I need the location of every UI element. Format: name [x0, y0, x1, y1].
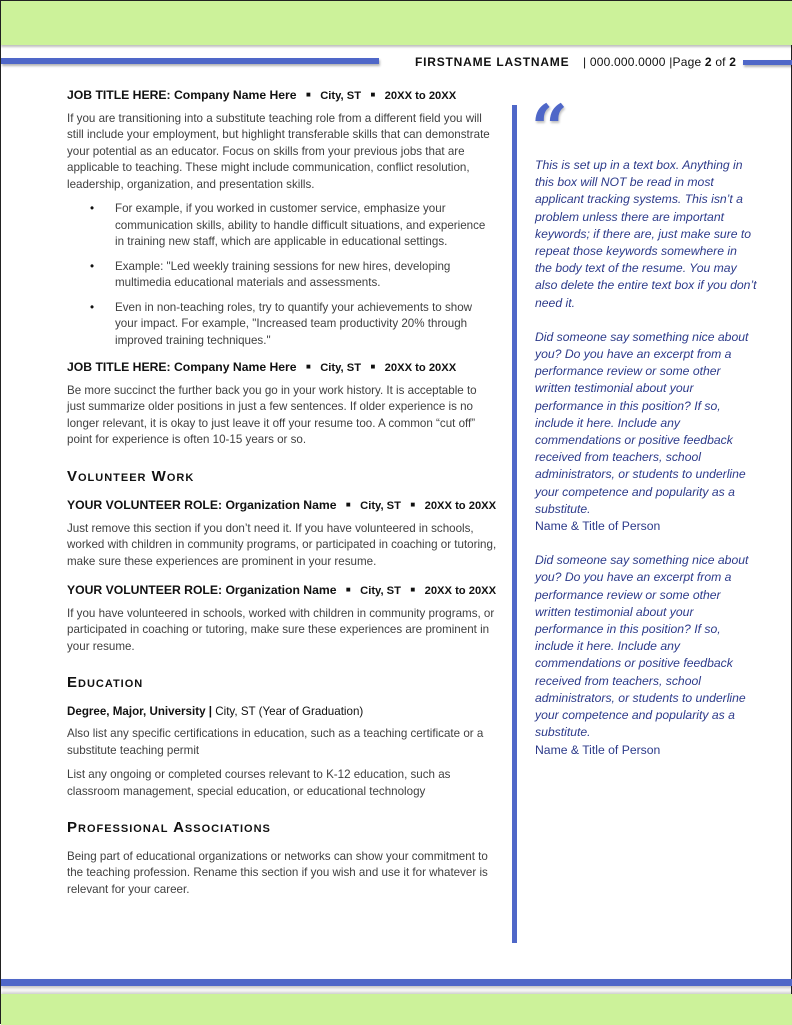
testimonial-attribution: Name & Title of Person — [535, 519, 661, 534]
separator-square: ■ — [305, 90, 311, 99]
volunteer-description: If you have volunteered in schools, worked with children in community programs, or participated in coaching or tutoring, make sure these experiences are prominent in your resume. — [67, 606, 495, 653]
header-phone: 000.000.0000 — [589, 55, 666, 69]
testimonial-text: Did someone say something nice about you? Do you have an excerpt from a performance review or some other written testimonial about your performance in this position? If so, include it here. Include any commendations or positive feedback received from teachers, school administrators, or students to underline your competence and popularity as a substitute. — [535, 329, 749, 516]
bullet-item: • Example: "Led weekly training sessions for new hires, developing multimedia educational materials and assessments. — [115, 259, 497, 292]
separator-square: ■ — [345, 500, 351, 509]
separator-square: ■ — [410, 500, 416, 509]
job-title: JOB TITLE HERE: Company Name Here — [67, 88, 297, 102]
header-accent-line-right — [743, 60, 792, 65]
section-heading-associations: Professional Associations — [67, 819, 271, 836]
separator-square: ■ — [370, 362, 376, 371]
section-heading-volunteer: Volunteer Work — [67, 467, 195, 485]
education-note: List any ongoing or completed courses relevant to K-12 education, such as classroom management, special education, or educational technology — [67, 768, 451, 798]
volunteer-heading — [67, 582, 497, 600]
education-location-year: City, ST (Year of Graduation) — [215, 704, 364, 718]
page-of: of — [715, 55, 726, 69]
testimonial — [535, 329, 757, 535]
associations-description: Being part of educational organizations or networks can show your commitment to the teaching profession. Rename this section if you wish and use it for whatever is relevant for your career. — [67, 849, 488, 896]
bullet-item: • For example, if you worked in customer service, emphasize your communication skills, ability to handle difficult situations, and experience in training new staff, which are applicable in educational settings. — [115, 201, 497, 251]
separator-square: ■ — [345, 585, 351, 594]
header-name: FIRSTNAME LASTNAME — [415, 55, 570, 69]
education-degree-line — [67, 704, 497, 721]
education-degree: Degree, Major, University — [67, 704, 206, 718]
sidebar-intro: This is set up in a text box. Anything in this box will NOT be read in most applicant tracking systems. This isn’t a problem unless there are important keywords; if there are, just make sure to repeat those keywords somewhere in the body text of the resume. You may also delete the entire text box if you don’t need it. — [535, 158, 757, 310]
education-note: Also list any specific certifications in education, such as a teaching certificate or a substitute teaching permit — [67, 727, 484, 757]
footer-accent-line — [1, 979, 792, 986]
section-heading-education: Education — [67, 674, 144, 691]
job-title: JOB TITLE HERE: Company Name Here — [67, 360, 297, 374]
volunteer-location: City, ST — [360, 500, 401, 512]
volunteer-role: YOUR VOLUNTEER ROLE: Organization Name — [67, 498, 337, 512]
volunteer-heading — [67, 497, 497, 515]
volunteer-description: Just remove this section if you don’t need it. If you have volunteered in schools, worked with children in community programs, or participated in coaching or tutoring, make sure these experiences are prominent in your resume. — [67, 521, 497, 568]
sidebar-text-box — [535, 157, 757, 776]
testimonial — [535, 552, 757, 758]
job-heading — [67, 87, 497, 105]
job-description: Be more succinct the further back you go in your work history. It is acceptable to just summarize older positions in just a few sentences. If older experience is no longer relevant, it is okay to just leave it off your resume too. A common “cut off” point for experience is often 10-15 years or so. — [67, 383, 477, 446]
bottom-decorative-band — [1, 994, 792, 1025]
sidebar-accent-bar — [512, 105, 517, 943]
volunteer-dates: 20XX to 20XX — [424, 585, 497, 597]
job-description: If you are transitioning into a substitute teaching role from a different field you will still include your employment, but highlight transferable skills that can demonstrate your potential as an educator. Focus on skills from your previous jobs that are applicable to teaching. These might include communication, conflict resolution, leadership, organization, and presentation skills. — [67, 111, 490, 191]
job-location: City, ST — [320, 362, 362, 374]
header-accent-line-left — [1, 58, 379, 64]
page-total: 2 — [729, 55, 737, 69]
testimonial-attribution: Name & Title of Person — [535, 742, 661, 757]
job-heading — [67, 359, 497, 377]
job-dates: 20XX to 20XX — [384, 90, 457, 102]
bullet-item: • Even in non-teaching roles, try to quantify your achievements to show your impact. For example, "Increased team productivity 20% through improved training techniques." — [115, 300, 497, 350]
header-separator: | — [669, 55, 673, 69]
testimonial-text: Did someone say something nice about you? Do you have an excerpt from a performance review or some other written testimonial about your performance in this position? If so, include it here. Include any commendations or positive feedback received from teachers, school administrators, or students to underline your competence and popularity as a substitute. — [535, 553, 749, 740]
education-separator: | — [208, 704, 213, 718]
volunteer-role: YOUR VOLUNTEER ROLE: Organization Name — [67, 583, 337, 597]
page-header — [415, 55, 736, 69]
volunteer-dates: 20XX to 20XX — [424, 500, 497, 512]
job-location: City, ST — [320, 90, 362, 102]
job-dates: 20XX to 20XX — [384, 362, 457, 374]
main-content — [67, 87, 497, 906]
volunteer-location: City, ST — [360, 585, 401, 597]
separator-square: ■ — [305, 362, 311, 371]
page-label: Page — [672, 55, 702, 69]
separator-square: ■ — [410, 585, 416, 594]
top-decorative-band — [1, 1, 792, 45]
job-bullets — [67, 201, 497, 349]
header-separator: | — [582, 55, 587, 69]
page-current: 2 — [704, 55, 712, 69]
separator-square: ■ — [370, 90, 376, 99]
quote-open-icon: “ — [531, 91, 568, 166]
